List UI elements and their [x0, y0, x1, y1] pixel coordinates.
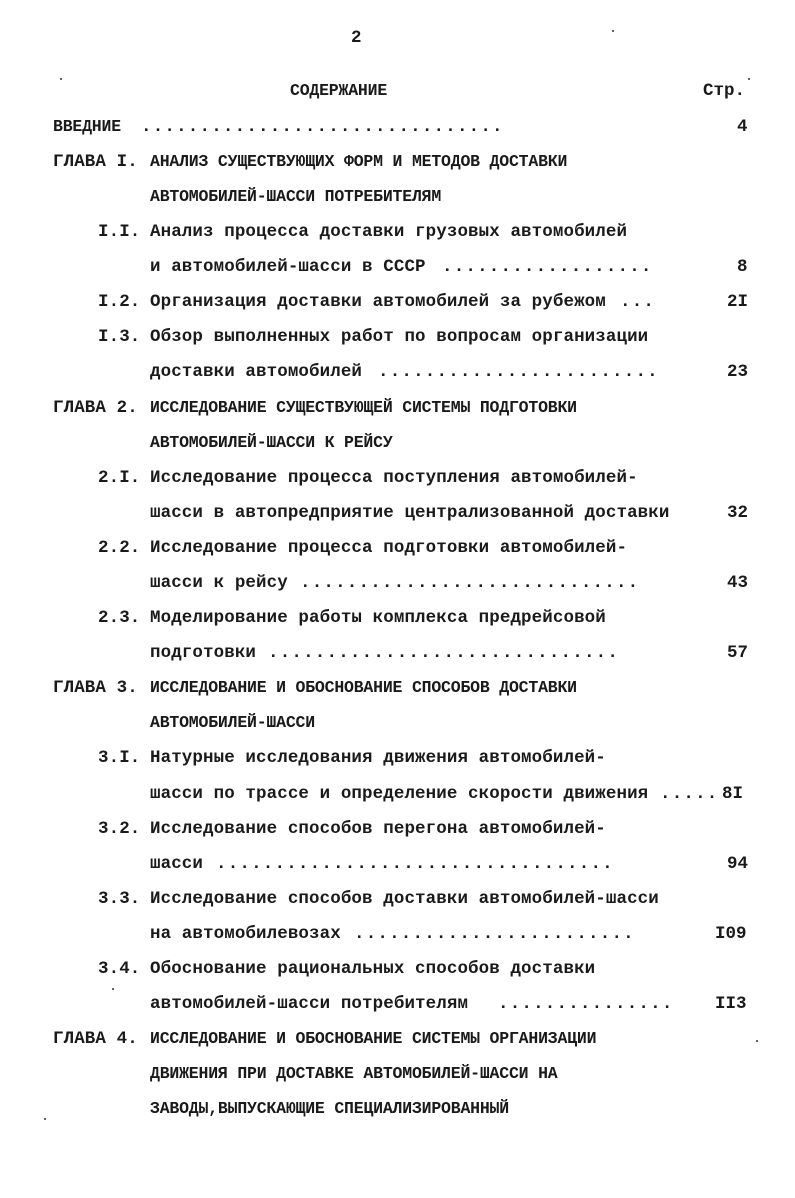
toc-section-3-4-page: II3	[715, 994, 747, 1014]
toc-chapter-2-title-cont: АВТОМОБИЛЕЙ-ШАССИ К РЕЙСУ	[150, 433, 393, 452]
toc-chapter-4-title: ИССЛЕДОВАНИЕ И ОБОСНОВАНИЕ СИСТЕМЫ ОРГАНИЗАЦИИ	[150, 1029, 597, 1048]
toc-section-1-3-title: Обзор выполненных работ по вопросам организации	[150, 327, 649, 347]
scan-speck	[112, 988, 114, 990]
toc-section-2-1-number: 2.I.	[98, 468, 141, 488]
toc-chapter-2-title: ИССЛЕДОВАНИЕ СУЩЕСТВУЮЩЕЙ СИСТЕМЫ ПОДГОТОВКИ	[150, 398, 577, 417]
toc-section-3-4-title: Обоснование рациональных способов доставки	[150, 959, 596, 979]
toc-section-3-4-dots: ...............	[498, 994, 674, 1014]
toc-section-3-2-title-cont: шасси	[150, 854, 204, 874]
page-column-label: Стр.	[703, 81, 746, 101]
toc-chapter-4-title-cont-2: ЗАВОДЫ,ВЫПУСКАЮЩИЕ СПЕЦИАЛИЗИРОВАННЫЙ	[150, 1099, 509, 1118]
page-number: 2	[351, 28, 362, 48]
toc-entry-intro-title: ВВЕДНИЕ	[53, 117, 121, 136]
toc-chapter-4-title-cont: ДВИЖЕНИЯ ПРИ ДОСТАВКЕ АВТОМОБИЛЕЙ-ШАССИ НА	[150, 1064, 558, 1083]
toc-section-3-2-page: 94	[727, 854, 749, 874]
toc-section-2-3-number: 2.3.	[98, 608, 141, 628]
toc-section-1-1-dots: ..................	[442, 257, 653, 277]
toc-section-3-3-title: Исследование способов доставки автомобилей-шасси	[150, 889, 659, 909]
toc-section-1-3-number: I.3.	[98, 327, 141, 347]
toc-section-2-3-page: 57	[727, 643, 749, 663]
toc-section-3-1-dots: .....	[660, 784, 719, 804]
toc-section-3-1-title-cont: шасси по трассе и определение скорости движения	[150, 784, 649, 804]
toc-section-1-1-title-cont: и автомобилей-шасси в СССР	[150, 257, 426, 277]
toc-section-1-1-number: I.I.	[98, 222, 141, 242]
toc-section-3-1-title: Натурные исследования движения автомобилей-	[150, 748, 606, 768]
scan-speck	[756, 1040, 758, 1042]
toc-section-2-2-page: 43	[727, 573, 749, 593]
toc-heading: СОДЕРЖАНИЕ	[290, 81, 388, 100]
scan-speck	[748, 78, 750, 80]
toc-section-2-2-dots: .............................	[300, 573, 640, 593]
toc-section-2-3-title: Моделирование работы комплекса предрейсовой	[150, 608, 606, 628]
toc-section-1-2-title: Организация доставки автомобилей за рубежом	[150, 292, 606, 312]
toc-section-2-1-page: 32	[727, 503, 749, 523]
toc-section-3-2-title: Исследование способов перегона автомобилей-	[150, 819, 606, 839]
toc-section-2-2-title: Исследование процесса подготовки автомобилей-	[150, 538, 628, 558]
toc-chapter-1-title: АНАЛИЗ СУЩЕСТВУЮЩИХ ФОРМ И МЕТОДОВ ДОСТАВКИ	[150, 152, 568, 171]
toc-section-1-2-dots: ...	[620, 292, 656, 312]
toc-chapter-2-number: ГЛАВА 2.	[53, 398, 138, 418]
toc-section-3-3-number: 3.3.	[98, 889, 141, 909]
toc-chapter-1-number: ГЛАВА I.	[53, 152, 138, 172]
scan-speck	[60, 78, 62, 80]
toc-entry-intro-dots: ...............................	[141, 117, 504, 137]
toc-section-2-1-title-cont: шасси в автопредприятие централизованной доставки	[150, 503, 670, 523]
scan-speck	[612, 30, 614, 32]
toc-section-3-1-number: 3.I.	[98, 748, 141, 768]
toc-section-3-2-dots: ..................................	[216, 854, 614, 874]
toc-section-2-1-title: Исследование процесса поступления автомобилей-	[150, 468, 638, 488]
toc-section-3-3-dots: ........................	[354, 924, 635, 944]
toc-section-2-2-title-cont: шасси к рейсу	[150, 573, 288, 593]
toc-section-3-2-number: 3.2.	[98, 819, 141, 839]
toc-section-1-3-dots: ........................	[378, 362, 659, 382]
toc-section-2-3-dots: ..............................	[268, 643, 620, 663]
toc-chapter-3-title-cont: АВТОМОБИЛЕЙ-ШАССИ	[150, 713, 315, 732]
toc-chapter-3-title: ИССЛЕДОВАНИЕ И ОБОСНОВАНИЕ СПОСОБОВ ДОСТАВКИ	[150, 678, 577, 697]
toc-section-3-3-page: I09	[715, 924, 747, 944]
toc-entry-intro-page: 4	[737, 117, 748, 137]
toc-section-1-1-page: 8	[737, 257, 748, 277]
scan-speck	[44, 1118, 46, 1120]
toc-chapter-1-title-cont: АВТОМОБИЛЕЙ-ШАССИ ПОТРЕБИТЕЛЯМ	[150, 187, 442, 206]
toc-section-3-4-number: 3.4.	[98, 959, 141, 979]
toc-section-3-1-page: 8I	[722, 784, 744, 804]
toc-section-1-1-title: Анализ процесса доставки грузовых автомобилей	[150, 222, 628, 242]
toc-chapter-4-number: ГЛАВА 4.	[53, 1029, 138, 1049]
toc-chapter-3-number: ГЛАВА 3.	[53, 678, 138, 698]
toc-section-2-3-title-cont: подготовки	[150, 643, 257, 663]
toc-section-1-2-number: I.2.	[98, 292, 141, 312]
toc-section-1-3-title-cont: доставки автомобилей	[150, 362, 363, 382]
toc-section-1-3-page: 23	[727, 362, 749, 382]
toc-section-3-3-title-cont: на автомобилевозах	[150, 924, 341, 944]
toc-section-1-2-page: 2I	[727, 292, 749, 312]
toc-section-3-4-title-cont: автомобилей-шасси потребителям	[150, 994, 469, 1014]
toc-section-2-2-number: 2.2.	[98, 538, 141, 558]
